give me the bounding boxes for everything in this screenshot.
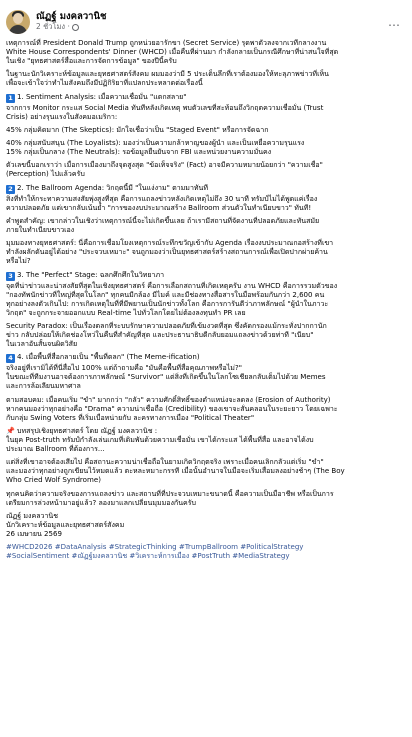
post-line (6, 290, 405, 299)
line-text: 3. The "Perfect" Stage: ฉลกศึกศึกในวิทยาภา (17, 269, 165, 279)
post-line (6, 520, 405, 529)
post-line (6, 194, 405, 203)
number-4-icon: 4 (6, 354, 15, 363)
post-paragraph (6, 395, 405, 422)
line-text: ในเวลาอันสั้นจนผิดวิสัย (6, 339, 78, 349)
line-text: แต่สิ่งที่เขาอาจต้องเสียไป คือสถานะความน่าเชื่อถือในยามเกิดวิกฤตจริง เพราะเมื่อคนเลิกกลัวแต่เริ่ม "ขำ" (6, 457, 324, 467)
hashtags[interactable] (6, 542, 405, 560)
post-line (6, 138, 405, 147)
post-line (6, 225, 405, 234)
post-paragraph (6, 238, 405, 265)
line-text: และมองว่าทุกอย่างถูกเขียนไว้หมดแล้ว ตะหละหมาะกรรที เมื่อนั้นอำนาจในมือจะเริ่มเสื่อมลงอย่างช้าๆ (The Boy (6, 466, 345, 476)
post-line (6, 256, 405, 265)
post-time[interactable]: 2 ชั่วโมง · (36, 22, 70, 32)
post-line (6, 457, 405, 466)
line-text: สิ่งที่ทำให้กระทาความสงสัยพุ่งสูงที่สุด คือการแถลงข่าวหลังเกิดเหตุไม่ถึง 30 นาที ทรัมป์ไม่ได้พูดแค่เรื่อง (6, 193, 318, 203)
line-text: "กองทัพนักข่าวที่ใหญ่ที่สุดในโลก" ทุกคนมีกล้อง มีไมค์ และมีช่องทางสื่อสารในมือพร้อมกันกว่า 2,600 คน (6, 289, 325, 299)
line-text: Who Cried Wolf Syndrome) (6, 475, 101, 485)
post-line (6, 466, 405, 475)
post-line (6, 330, 405, 339)
post-line (6, 112, 405, 121)
line-text: ความปลอดภัย แต่เขากลับเน้นย้ำ "การของงบประมาณสร้าง Ballroom ส่วนตัวในทำเนียบขาว" ทันที! (6, 202, 312, 212)
line-text: #WHCD2026 #DataAnalysis #StrategicThinking #TrumpBallroom #PoliticalStrategy (6, 542, 304, 552)
post-line (6, 321, 405, 330)
post-line (6, 372, 405, 381)
line-text: ประมาณ Ballroom ที่ต้องการ... (6, 444, 105, 454)
post-line (6, 78, 405, 87)
line-text: 2. The Ballroom Agenda: วิกฤตนี้มี "ในแง่งาม" ตามมาทันที (17, 182, 209, 192)
line-text: 4. เมื่อพื้นที่สื่อกลายเป็น "พื้นที่ตลก" (The Meme-ification) (17, 352, 200, 362)
post-header (6, 6, 405, 38)
line-text: หากคนมองว่าทุกอย่างคือ "Drama" ความน่าเชื่อถือ (Credibility) ของเขาจะสั่นคลอนในระยะยาว โดยเฉพาะ (6, 403, 338, 413)
line-text: ตัวเลขนี้บอกเราว่า เมื่อการเมืองมาถึงจุดสูงสุด "ข้อเท็จจริง" (Fact) อาจมีความหมายน้อยกว่า "ความเชื่อ" (6, 160, 323, 170)
post-line (6, 125, 405, 134)
post-line (6, 381, 405, 390)
post-line (6, 238, 405, 247)
line-text: บทสรุปเชิงยุทธศาสตร์ โดย ณัฏฐ์ มงคลวานิช : (17, 425, 158, 435)
line-text: เพื่อจะเข้าใจว่าทำไมสังคมถึงมีปฏิกิริยาที่แปลกประหลาดต่อเรื่องนี้ (6, 78, 203, 88)
post-paragraph (6, 216, 405, 234)
more-options-button[interactable]: … (388, 15, 401, 29)
post-paragraph (6, 457, 405, 484)
line-text: ทุกคนคิดว่าความจริงของการแถลงข่าว และสถานที่ที่ประจวบเหมาะขนาดนี้ คือความเป็นมือาชีพ หรือเป็นการ (6, 488, 334, 498)
line-text: กับกลุ่ม Swing Voters ที่เริ่มเบื่อหน่ายกับ ละครทางการเมือง "Political Theater" (6, 412, 255, 422)
post-body (6, 38, 405, 560)
line-text: จริงอยู่ที่เรามิได้ที่นี่สื่อไป 100% แต่ถ้าถามคือ "มันคือพื้นที่สื่อคุณภาพหรือไม่?" (6, 363, 242, 373)
line-text: คำพูดสำคัญ: เขากล่าวในเชิงว่าเหตุการณ์นี้จะไม่เกิดขึ้นเลย ถ้าเรามีสถานที่จัดงานที่ปลอดภัยและทันสมัย (6, 215, 320, 225)
number-2-icon: 2 (6, 185, 15, 194)
post-line (6, 69, 405, 78)
line-text: เตรียมการล่วงหน้ามาอยู่แล้ว? ลองมาแลกเปลี่ยนมุมมองกันครับ (6, 497, 196, 507)
post-line (6, 426, 405, 435)
post-line (6, 498, 405, 507)
post-paragraph (6, 321, 405, 348)
post-line (6, 47, 405, 56)
post-line (6, 56, 405, 65)
post-line (6, 435, 405, 444)
line-text: นักวิเคราะห์ข้อมูลและยุทธศาสตร์สังคม (6, 519, 125, 529)
post-line (6, 529, 405, 538)
post-line (6, 511, 405, 520)
post-line (6, 247, 405, 256)
post-line (6, 38, 405, 47)
number-3-icon: 3 (6, 272, 15, 281)
post-paragraph (6, 138, 405, 156)
post-paragraph (6, 38, 405, 65)
post-paragraph (6, 69, 405, 87)
post-paragraph (6, 160, 405, 178)
post-line (6, 281, 405, 290)
line-text: ณัฏฐ์ มงคลวานิช (6, 510, 59, 520)
post-paragraph (6, 511, 405, 538)
line-text: วิกฤต" จะถูกกระจายออกแบบ Real-time ไปทั่วโลกโดยไม่ต้องลงทุนทำ PR เลย (6, 307, 246, 317)
post-paragraph (6, 426, 405, 453)
line-text: จากการ Monitor กระแส Social Media ทันทีหลังเกิดเหตุ พบตัวเลขที่สะท้อนถึงวิกฤตความเชื่อมั่น (Trust (6, 102, 324, 112)
post-paragraph (6, 92, 405, 121)
post-line (6, 413, 405, 422)
post-line (6, 489, 405, 498)
line-text: ภายในทำเนียบขาวเอง (6, 225, 75, 235)
line-text: ในยุค Post-truth ทรัมป์กำลังเล่นเกมที่เดิมพันด้วยความเชื่อมั่น เขาได้กระแส ได้พื้นที่สื่อ และอาจได้งบ (6, 434, 314, 444)
line-text: มุมมองทางยุทธศาสตร์: นี่คือการเชื่อมโยงเหตุการณ์ระทึกขวัญเข้ากับ Agenda เรื่องงบประมาณกอสร้างที่เขา (6, 238, 334, 248)
line-text: ในฐานะนักวิเคราะห์ข้อมูลและยุทธศาสตร์สังคม ผมมองว่ามี 5 ประเด็นลึกที่เราต้องมองให้ทะลุภาพข่าวที่เห็น (6, 69, 329, 79)
post-line (6, 339, 405, 348)
author-name[interactable]: ณัฏฐ์ มงคลวานิช (36, 11, 107, 23)
post-line (6, 147, 405, 156)
line-text: 1. Sentiment Analysis: เมื่อความเชื่อมั่น "แตกสลาย" (17, 91, 187, 101)
line-text: ตามสอบคม: เมื่อคนเริ่ม "ขำ" มากกว่า "กลัว" ความศักดิ์สิทธิ์ของตำแหน่งจะลดลง (Erosion of Authority) (6, 394, 331, 404)
line-text: เหตุการณ์ที่ President Donald Trump ถูกหน่วยอารักขา (Secret Service) รุดพาตัวลงจากเวทีกลางงาน (6, 38, 327, 47)
post-line (6, 203, 405, 212)
post-line (6, 352, 405, 363)
post-line (6, 92, 405, 103)
line-text: จุดที่น่าข่าวและน่าสงสัยที่สุดในเชิงยุทธศาสตร์ คือการเลือกสถานที่เกิดเหตุครับ งาน WHCD คือการรวมตัวของ (6, 280, 338, 290)
line-text: White House Correspondents' Dinner (WHCD) เมื่อคืนที่ผ่านมา กำลังกลายเป็นกรณีศึกษาที่น่าสนใจที่สุด (6, 47, 339, 57)
post-line (6, 475, 405, 484)
line-text: Security Paradox: เป็นเรื่องตลกที่ระบบรักษาความปลอดภัยที่เข้มงวดที่สุด ซึ่งคัดกรองแม้กระทั่งปากกานัก (6, 320, 327, 330)
author-avatar[interactable] (6, 10, 30, 34)
post-line (6, 363, 405, 372)
line-text: 45% กลุ่มคิดมาก (The Skeptics): มักใจเชื่อว่าเป็น "Staged Event" หรือการจัดฉาก (6, 124, 269, 134)
pin-icon: 📌 (6, 425, 15, 435)
line-text: 26 เมษายน 2569 (6, 528, 62, 538)
post-line (6, 444, 405, 453)
line-text: 40% กลุ่มสนับสนุน (The Loyalists): มองว่าเป็นความกล้าหาญของผู้นำ และเป็นเหยื่อความรุนแรง (6, 138, 305, 148)
post-line (6, 308, 405, 317)
line-text: ในขณะที่ทีมงานอาจต้องการภาพลักษณ์ "Survivor" แต่สิ่งที่เกิดขึ้นในโลกโซเชียลกลับเต็มไปด้วย Memes (6, 372, 326, 382)
post-paragraph (6, 125, 405, 134)
line-text: 15% กลุ่มเป็นกลาง (The Neutrals): รอข้อมูลยืนยันจาก FBI และหน่วยงานความมั่นคง (6, 147, 272, 157)
globe-icon (72, 24, 79, 31)
line-text: (Perception) ไปแล้วครับ (6, 169, 85, 179)
line-text: Crisis) อย่างรุนแรงในสังคมอเมริกา: (6, 111, 118, 121)
author-block (36, 12, 106, 32)
post-line (6, 542, 405, 551)
post-line (6, 299, 405, 308)
post-paragraph (6, 489, 405, 507)
post-paragraph (6, 270, 405, 317)
line-text: ข่าว กลับปล่อยให้เกิดช่องโหว่ในคืนที่สำคัญที่สุด และประธานาธิบดีกลับยอมแถลงข่าวด้วยท่าที "เนียบ" (6, 330, 314, 339)
line-text: #SocialSentiment #ณัฏฐ์มงคลวานิช #วิเคราะห์การเมือง #PostTruth #MediaStrategy (6, 551, 290, 561)
number-1-icon: 1 (6, 94, 15, 103)
post-line (6, 404, 405, 413)
line-text: และการล้อเลียนมหาศาล (6, 381, 81, 391)
post-line (6, 103, 405, 112)
post-paragraph (6, 183, 405, 212)
post-paragraph (6, 352, 405, 390)
post-line (6, 160, 405, 169)
post-line (6, 169, 405, 178)
line-text: หรือไม่? (6, 256, 31, 266)
post-meta (36, 23, 106, 32)
line-text: ทำลังผลักดันอยู่ได้อย่าง "ประจวบเหมาะ" จนถูกมองว่าเป็นยุทธศาสตร์สร้างสถานการณ์เพื่อเปิดปากผ่ายค้าน (6, 247, 328, 257)
post-line (6, 216, 405, 225)
post-line (6, 270, 405, 281)
line-text: ในเชิง "ยุทธศาสตร์สื่อและการจัดการข้อมูล" ของปีนี้ครับ (6, 56, 177, 66)
post-line (6, 551, 405, 560)
post-line (6, 183, 405, 194)
post-line (6, 395, 405, 404)
line-text: ทุกอย่างลงตัวเกินไป: การเกิดเหตุในที่ที่มีพยานเป็นนักข่าวทั้งโลก คือการการันตีว่าภาพลักษณ์ "ผู้นำในภาวะ (6, 298, 329, 308)
